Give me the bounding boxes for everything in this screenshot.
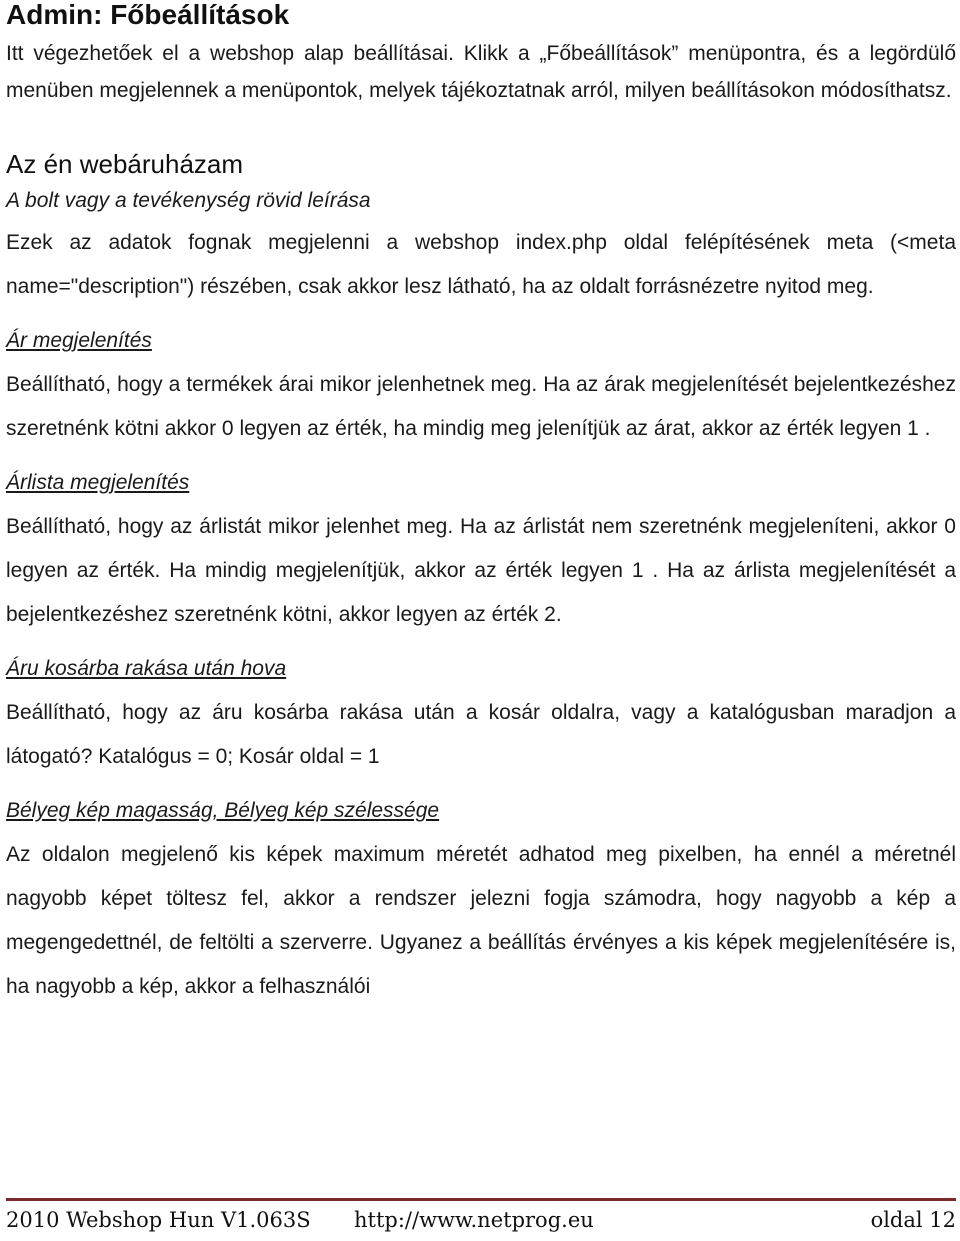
section-heading-belyegkep: Bélyeg kép magasság, Bélyeg kép szélessége <box>6 799 440 822</box>
page-footer <box>6 1208 956 1238</box>
document-page <box>6 0 956 1009</box>
footer-version: 2010 Webshop Hun V1.063S <box>6 1208 311 1232</box>
section-heading-arlista: Árlista megjelenítés <box>6 471 190 494</box>
section-body-ar: Beállítható, hogy a termékek árai mikor jelenhetnek meg. Ha az árak megjelenítését bejelentkezéshez szeretnénk kötni akkor 0 legyen az érték, ha mindig meg jelenítjük az árat, akkor az érték legyen 1 . <box>6 373 956 440</box>
section-body-webaruhaz: Ezek az adatok fognak megjelenni a webshop index.php oldal felépítésének meta (<meta name="description") részében, csak akkor lesz látható, ha az oldalt forrásnézetre nyitod meg. <box>6 231 956 298</box>
footer-rule <box>6 1198 956 1201</box>
footer-url: http://www.netprog.eu <box>354 1208 594 1232</box>
section-body-kosar: Beállítható, hogy az áru kosárba rakása után a kosár oldalra, vagy a katalógusban maradjon a látogató? Katalógus = 0; Kosár oldal = 1 <box>6 701 956 768</box>
section-subheading-leiras: A bolt vagy a tevékenység rövid leírása <box>6 189 371 212</box>
section-heading-webaruhaz: Az én webáruházam <box>6 149 244 179</box>
section-heading-ar: Ár megjelenítés <box>6 329 152 352</box>
footer-page-number: oldal 12 <box>870 1208 956 1232</box>
intro-paragraph: Itt végezhetőek el a webshop alap beállításai. Klikk a „Főbeállítások” menüpontra, és a legördülő menüben megjelennek a menüpontok, melyek tájékoztatnak arról, milyen beállításokon módosíthatsz. <box>6 42 956 102</box>
page-title: Admin: Főbeállítások <box>6 0 290 30</box>
section-heading-kosar: Áru kosárba rakása után hova <box>6 657 287 680</box>
section-body-belyegkep: Az oldalon megjelenő kis képek maximum méretét adhatod meg pixelben, ha ennél a méretnél nagyobb képet töltesz fel, akkor a rendszer jelezni fogja számodra, hogy nagyobb a kép a megengedettnél, de feltölti a szerverre. Ugyanez a beállítás érvényes a kis képek megjelenítésére is, ha nagyobb a kép, akkor a felhasználói <box>6 843 956 998</box>
section-body-arlista: Beállítható, hogy az árlistát mikor jelenhet meg. Ha az árlistát nem szeretnénk megjeleníteni, akkor 0 legyen az érték. Ha mindig megjelenítjük, akkor az érték legyen 1 . Ha az árlista megjelenítését a bejelentkezéshez szeretnénk kötni, akkor legyen az érték 2. <box>6 515 956 626</box>
